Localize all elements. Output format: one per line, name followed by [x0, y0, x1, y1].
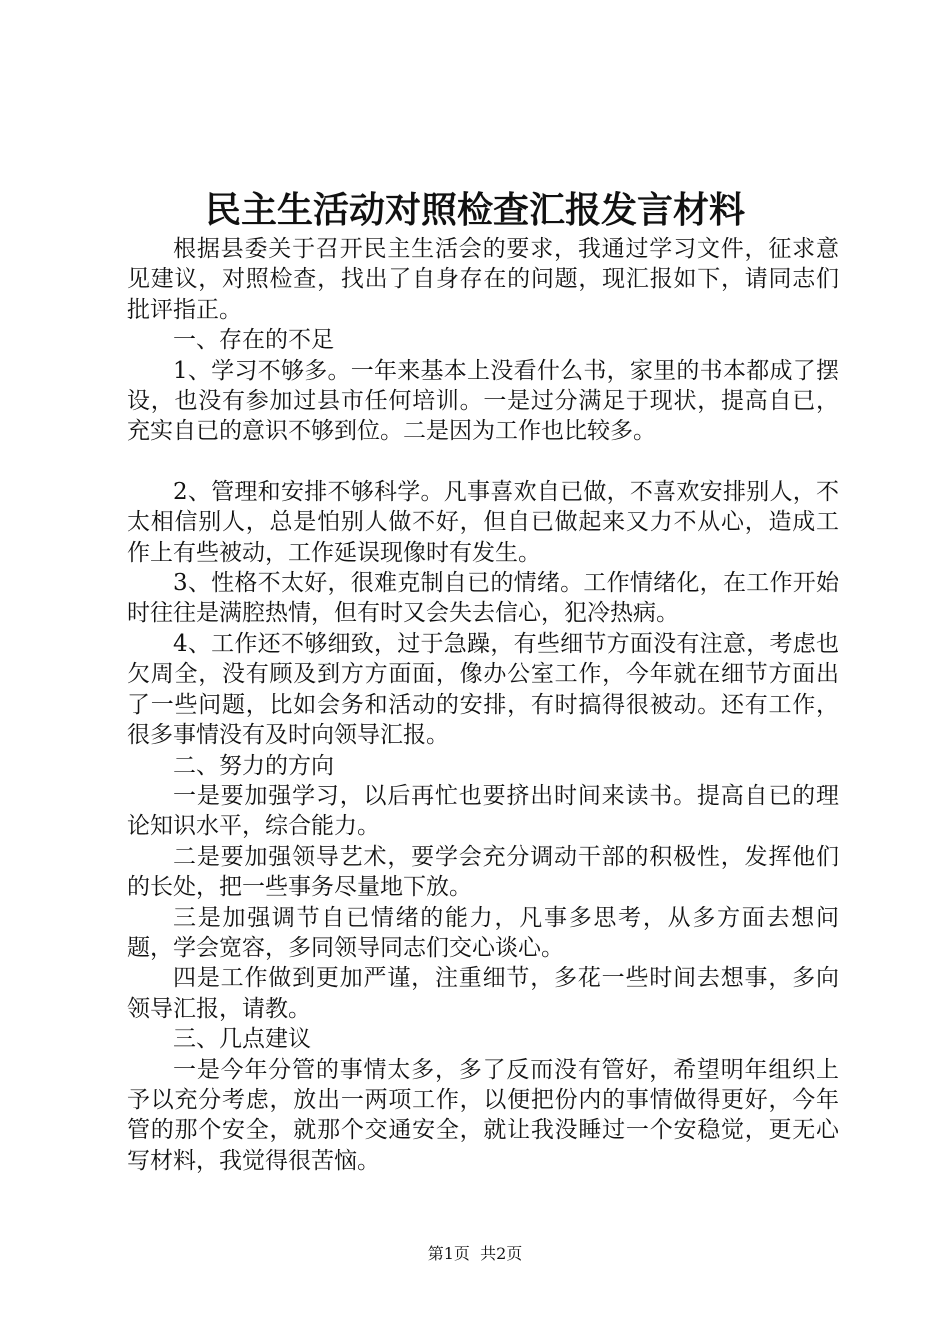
paragraph-intro: 根据县委关于召开民主生活会的要求，我通过学习文件，征求意见建议，对照检查，找出了自身存在的问题，现汇报如下，请同志们批评指正。 [127, 236, 839, 323]
document-body [127, 234, 839, 1176]
heading-suggestions: 三、几点建议 [173, 1026, 311, 1053]
page-footer [0, 1244, 950, 1264]
paragraph-shortcoming-2: 2、管理和安排不够科学。凡事喜欢自已做，不喜欢安排别人，不太相信别人，总是怕别人做不好，但自已做起来又力不从心，造成工作上有些被动，工作延误现像时有发生。 [127, 478, 839, 566]
paragraph-direction-4: 四是工作做到更加严谨，注重细节，多花一些时间去想事，多向领导汇报，请教。 [127, 965, 839, 1022]
page-total: 共2页 [480, 1244, 523, 1263]
paragraph-direction-2: 二是要加强领导艺术，要学会充分调动干部的积极性，发挥他们的长处，把一些事务尽量地下放。 [127, 843, 839, 901]
page-number: 第1页 [427, 1244, 470, 1263]
paragraph-shortcoming-3: 3、性格不太好，很难克制自已的情绪。工作情绪化，在工作开始时往往是满腔热情，但有时又会失去信心，犯冷热病。 [127, 570, 839, 627]
paragraph-suggestion-1: 一是今年分管的事情太多，多了反而没有管好，希望明年组织上予以充分考虑，放出一两项工作，以便把份内的事情做得更好，今年管的那个安全，就那个交通安全，就让我没睡过一个安稳觉，更无心写材料，我觉得很苦恼。 [127, 1056, 839, 1174]
paragraph-shortcoming-1: 1、学习不够多。一年来基本上没看什么书，家里的书本都成了摆设，也没有参加过县市任何培训。一是过分满足于现状，提高自已，充实自已的意识不够到位。二是因为工作也比较多。 [127, 357, 839, 445]
paragraph-direction-1: 一是要加强学习，以后再忙也要挤出时间来读书。提高自已的理论知识水平，综合能力。 [127, 782, 839, 840]
paragraph-direction-3: 三是加强调节自已情绪的能力，凡事多思考，从多方面去想问题，学会宽容，多同领导同志们交心谈心。 [127, 904, 839, 961]
document-title: 民主生活动对照检查汇报发言材料 [204, 189, 745, 231]
heading-shortcomings: 一、存在的不足 [173, 327, 334, 354]
heading-directions: 二、努力的方向 [173, 752, 334, 779]
paragraph-shortcoming-4: 4、工作还不够细致，过于急躁，有些细节方面没有注意，考虑也欠周全，没有顾及到方方面面，像办公室工作，今年就在细节方面出了一些问题，比如会务和活动的安排，有时搞得很被动。还有工作，很多事情没有及时向领导汇报。 [127, 630, 839, 749]
